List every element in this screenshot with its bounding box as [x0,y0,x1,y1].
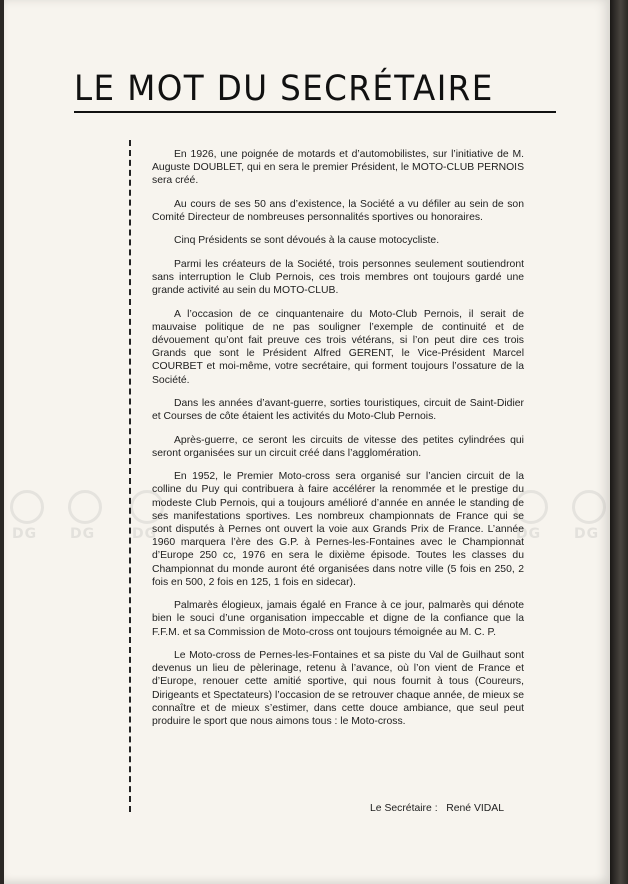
paragraph: Dans les années d’avant-guerre, sorties touristiques, circuit de Saint-Didier et Courses de côte étaient les activités du Moto-Club Pernois. [152,397,524,423]
watermark-logo: DG [130,490,160,546]
watermark-logo: DG [10,490,40,546]
page-edge [610,0,628,884]
paragraph: En 1926, une poignée de motards et d’automobilistes, sur l’initiative de M. Auguste DOUBLET, qui en sera le premier Président, le MOTO-CLUB PERNOIS sera créé. [152,149,524,187]
signature: Le Secrétaire : René VIDAL [370,803,504,814]
paragraph: En 1952, le Premier Moto-cross sera organisé sur l’ancien circuit de la colline du Puy qui contribuera à faire accélérer la renommée et le prestige du modeste Club Pernois, qui a toujours amélioré d’année en année le standing de ses manifestations sportives. Les nombreux championnats de France qui se sont disputés à Pernes ont ouvert la voie aux Grands Prix de France. L’année 1960 marquera l’ère des G.P. à Pernes-les-Fontaines avec le Championnat d’Europe 250 cc, 1976 en sera le dixième épisode. Toutes les classes du Championnat du monde auront été organisées dans notre ville (5 fois en 250, 2 fois en 500, 2 fois en 125, 1 fois en sidecar). [152,471,524,588]
title-underline [74,111,556,113]
watermark-logo: DG [514,490,544,546]
paragraph: Le Moto-cross de Pernes-les-Fontaines et sa piste du Val de Guilhaut sont devenus un lieu de pèlerinage, retenu à l’avance, où l’on vient de France et d’Europe, renouer cette amitié sportive, qui nous fournit à tous (Coureurs, Dirigeants et Spectateurs) l’occasion de se retrouver chaque année, de mieux se connaître et de mieux s’estimer, dans cette douce ambiance, que seul peut produire le sport que nous aimons tous : le Moto-cross. [152,649,524,727]
paragraph: A l’occasion de ce cinquantenaire du Moto-Club Pernois, il serait de mauvaise politique de ne pas souligner l’exemple de continuité et de dévouement qu’ont fait preuve ces trois vétérans, si l’on peut dire ces trois Grands que sont le Président Alfred GERENT, le Vice-Président Marcel COURBET et moi-même, votre secrétaire, qui forment toujours l’ossature de la Société. [152,308,524,386]
page-title: LE MOT DU SECRÉTAIRE [74,69,494,109]
watermark-logo: DG [572,490,602,546]
watermark-logo: DG [68,490,98,546]
document-page [4,0,610,884]
paragraph: Au cours de ses 50 ans d’existence, la Société a vu défiler au sein de son Comité Directeur de nombreuses personnalités sportives ou honoraires. [152,198,524,223]
paragraph: Cinq Présidents se sont dévoués à la cause motocycliste. [174,235,440,247]
paragraph: Palmarès élogieux, jamais égalé en France à ce jour, palmarès qui dénote bien le souci d’une organisation impeccable et digne de la confiance que la F.F.M. et sa Commission de Moto-cross ont toujours témoignée au M. C. P. [152,600,524,638]
paragraph: Parmi les créateurs de la Société, trois personnes seulement soutiendront sans interruption le Club Pernois, ces trois membres ont toujours gardé une grande activité au sein du MOTO-CLUB. [152,258,524,297]
paragraph: Après-guerre, ce seront les circuits de vitesse des petites cylindrées qui seront organisées sur un circuit créé dans l’agglomération. [152,434,524,459]
margin-rule [129,140,131,812]
article-body [152,148,524,738]
